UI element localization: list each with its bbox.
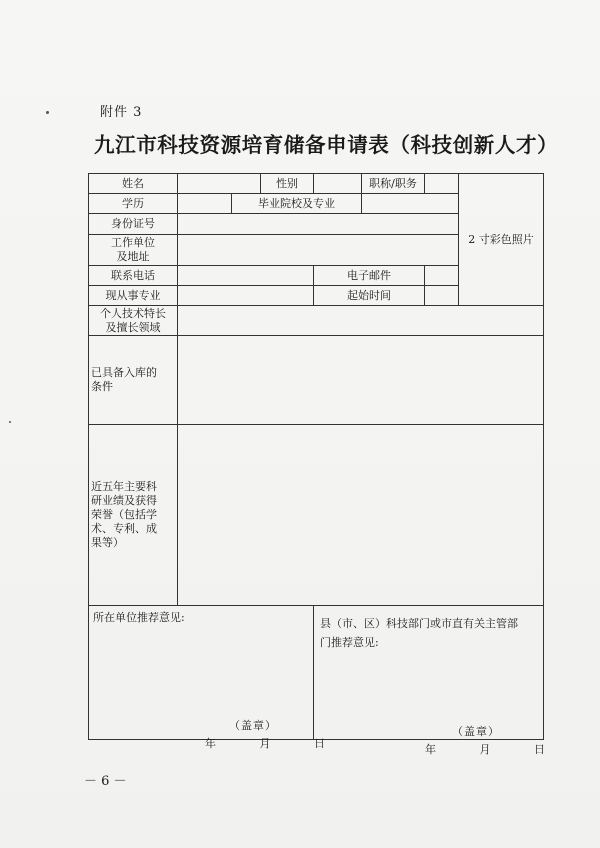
profession-label: 现从事专业 (89, 286, 178, 306)
conditions-label-line1: 已具备入库的 (91, 366, 157, 379)
dept-opinion-cell[interactable] (314, 606, 544, 740)
expertise-label (89, 306, 178, 336)
row-conditions (89, 336, 544, 425)
work-unit-label (89, 235, 178, 266)
expertise-field[interactable] (178, 306, 544, 336)
dept-opinion-label-line1: 县（市、区）科技部门或市直有关主管部 (320, 617, 518, 630)
application-form-table (88, 173, 544, 740)
achievements-label-line5: 果等） (91, 536, 124, 549)
row-name (89, 174, 544, 194)
title-position-label: 职称/职务 (362, 174, 425, 194)
achievements-label-line2: 研业绩及获得 (91, 494, 157, 507)
start-time-label: 起始时间 (314, 286, 425, 306)
name-label: 姓名 (89, 174, 178, 194)
achievements-field[interactable] (178, 425, 544, 606)
conditions-label-line2: 条件 (91, 380, 113, 393)
email-label: 电子邮件 (314, 266, 425, 286)
work-unit-label-line2: 及地址 (116, 250, 150, 263)
attachment-label: 附件 3 (100, 105, 143, 120)
title-position-field[interactable] (425, 174, 459, 194)
school-major-field[interactable] (362, 194, 459, 214)
achievements-label-line3: 荣誉（包括学 (91, 508, 157, 521)
gender-field[interactable] (314, 174, 362, 194)
row-expertise (89, 306, 544, 336)
photo-box[interactable]: 2 寸彩色照片 (459, 174, 544, 306)
dept-opinion-label-line2: 门推荐意见: (320, 636, 379, 649)
id-number-label: 身份证号 (89, 214, 178, 235)
work-unit-label-line1: 工作单位 (111, 236, 155, 249)
dept-date-label: 年 月 日 (425, 743, 565, 756)
start-time-field[interactable] (425, 286, 459, 306)
profession-field[interactable] (178, 286, 314, 306)
school-major-label: 毕业院校及专业 (232, 194, 362, 214)
row-achievements (89, 425, 544, 606)
email-field[interactable] (425, 266, 459, 286)
gender-label: 性别 (261, 174, 314, 194)
achievements-label (89, 425, 178, 606)
id-number-field[interactable] (178, 214, 459, 235)
row-opinions (89, 606, 544, 740)
name-field[interactable] (178, 174, 261, 194)
expertise-label-line2: 及擅长领域 (105, 320, 161, 334)
dept-seal-label: （盖章） (452, 725, 500, 738)
conditions-field[interactable] (178, 336, 544, 425)
page-number: － 6 － (84, 774, 127, 789)
scan-speck (46, 111, 49, 114)
education-label: 学历 (89, 194, 178, 214)
scan-speck (9, 421, 11, 423)
phone-label: 联系电话 (89, 266, 178, 286)
expertise-label-line1: 个人技术特长 (100, 306, 166, 320)
page-title: 九江市科技资源培育储备申请表（科技创新人才） (94, 133, 559, 157)
phone-field[interactable] (178, 266, 314, 286)
unit-opinion-cell[interactable] (89, 606, 314, 740)
achievements-label-line1: 近五年主要科 (91, 480, 157, 493)
conditions-label (89, 336, 178, 425)
unit-date-label: 年 月 日 (205, 737, 345, 750)
unit-opinion-label: 所在单位推荐意见: (93, 611, 185, 624)
education-field[interactable] (178, 194, 232, 214)
unit-seal-label: （盖章） (229, 719, 277, 732)
work-unit-field[interactable] (178, 235, 459, 266)
achievements-label-line4: 术、专利、成 (91, 522, 157, 535)
